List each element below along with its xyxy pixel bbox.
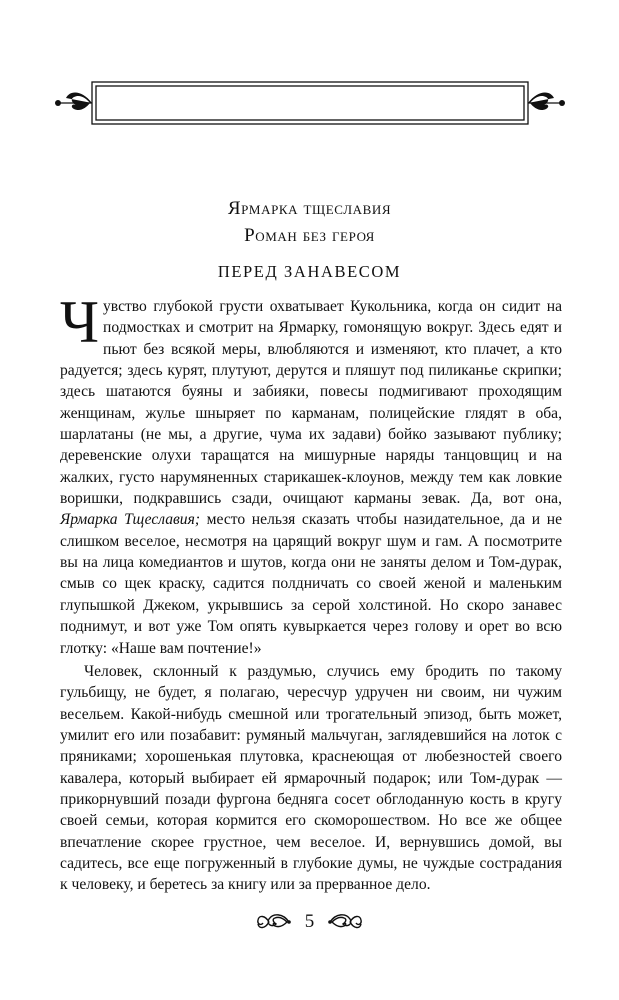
ornament-flourish-right-icon — [328, 909, 364, 935]
page-footer — [0, 906, 619, 938]
paragraph-1-italic: Ярмарка Тщеславия; — [60, 511, 201, 529]
paragraph-1-text-b: место нельзя сказать чтобы назидательное, да и не слишком веселое, несмотря на царящий вокруг шум и гам. А посмотрите вы на лица комедиантов и шутов, когда они не заняты делом и Том-дурак, смыв со щек краску, садится полдничать со своей женой и маленьким глупышкой Джеком, укрывшись за серой холстиной. Но скоро занавес поднимут, и вот уже Том опять кувыркается через голову и орет во всю глотку: «Наше вам почтение!» — [60, 511, 562, 657]
paragraph-1 — [60, 289, 562, 659]
paragraph-1-text-a: увство глубокой грусти охватывает Кукольника, когда он сидит на подмостках и смотрит на Ярмарку, гомонящую вокруг. Здесь едят и пьют без всякой меры, влюбляются и изменяют, кто плачет, а кто радуется; здесь курят, плутуют, дерутся и пляшут под пиликанье скрипки; здесь шатаются буяны и забияки, повесы подмигивают проходящим женщинам, жулье шныряет по карманам, полицейские глядят в оба, шарлатаны (не мы, а другие, чума их задави) бойко зазывают публику; деревенские олухи таращатся на мишурные наряды танцовщиц и на жалких, густо нарумяненных старикашек-клоунов, между тем как ловкие воришки, подкравшись сзади, очищают карманы зевак. Да, вот она, — [60, 298, 562, 508]
drop-cap: Ч — [60, 289, 99, 355]
book-subtitle: Роман без героя — [244, 225, 375, 246]
ornament-flourish-left-icon — [255, 909, 291, 935]
section-title: ПЕРЕД ЗАНАВЕСОМ — [217, 262, 402, 281]
book-title: Ярмарка тщеславия — [227, 198, 392, 219]
page-number: 5 — [304, 911, 315, 932]
paragraph-2: Человек, склонный к раздумью, случись ему бродить по такому гульбищу, не будет, я полагаю, чересчур удручен ни своим, ни чужим весельем. Какой-нибудь смешной или трогательный эпизод, быть может, умилит его или позабавит: румяный мальчуган, заглядевшийся на лоток с пряниками; хорошенькая плутовка, краснеющая от любезностей своего кавалера, который выбирает ей ярмарочный подарок; или Том-дурак — прикорнувший позади фургона бедняга сосет обглоданную кость в кругу своей семьи, которая кормится его скоморошеством. Но все же общее впечатление скорее грустное, чем веселое. И, вернувшись домой, вы садитесь, все еще погруженный в глубокие думы, не чуждые сострадания к человеку, и беретесь за книгу или за прерванное дело. — [60, 662, 562, 894]
body-text — [60, 289, 562, 896]
header-ornamental-frame — [52, 76, 568, 130]
